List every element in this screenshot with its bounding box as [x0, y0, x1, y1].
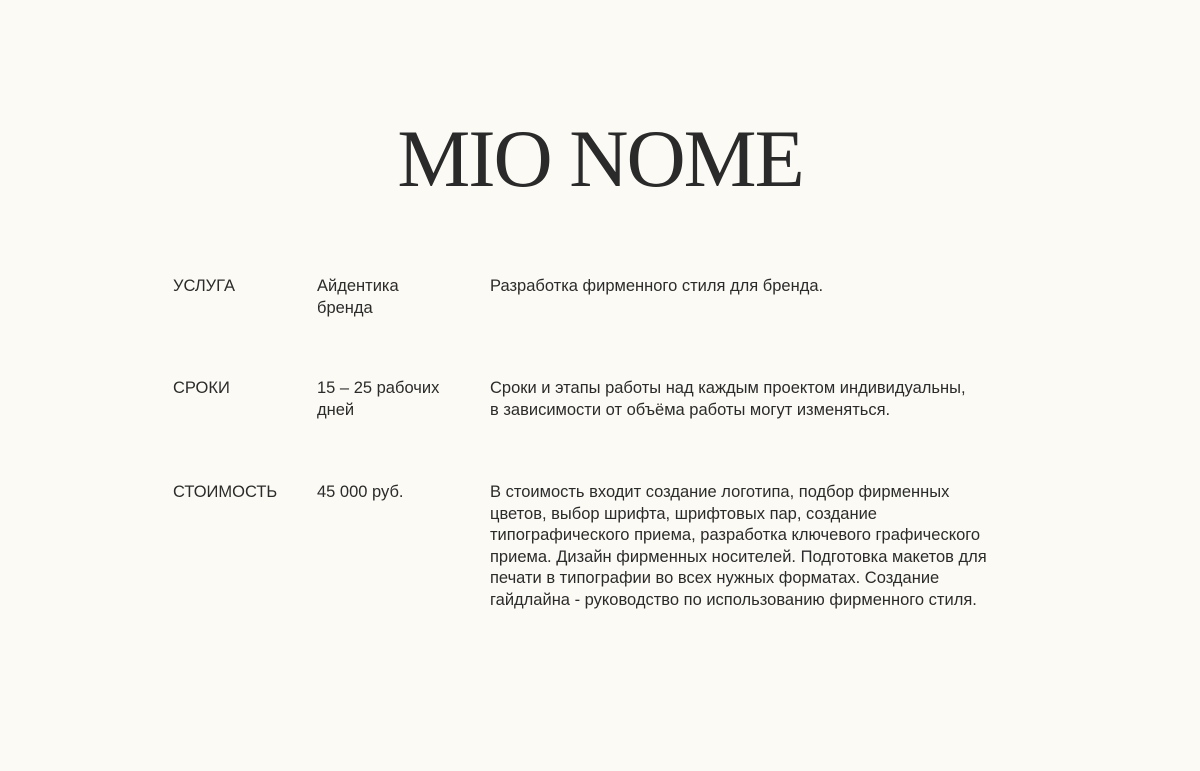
row-label: СРОКИ — [173, 379, 230, 397]
row-description: Сроки и этапы работы над каждым проектом индивидуальны, в зависимости от объёма работы могут изменяться. — [490, 379, 966, 419]
row-value: Айдентика бренда — [317, 277, 399, 317]
row-description: В стоимость входит создание логотипа, подбор фирменных цветов, выбор шрифта, шрифтовых пар, создание типографического приема, разработка ключевого графического приема. Дизайн фирменных носителей. Подготовка макетов для печати в типографии во всех нужных форматах. Создание гайдлайна - руководство по использованию фирменного стиля. — [490, 483, 987, 609]
row-value: 45 000 руб. — [317, 483, 404, 501]
row-label: СТОИМОСТЬ — [173, 483, 278, 501]
brand-logo: MIO NOME — [397, 113, 803, 204]
row-value: 15 – 25 рабочих дней — [317, 379, 440, 419]
row-label: УСЛУГА — [173, 277, 235, 295]
row-description: Разработка фирменного стиля для бренда. — [490, 277, 824, 295]
